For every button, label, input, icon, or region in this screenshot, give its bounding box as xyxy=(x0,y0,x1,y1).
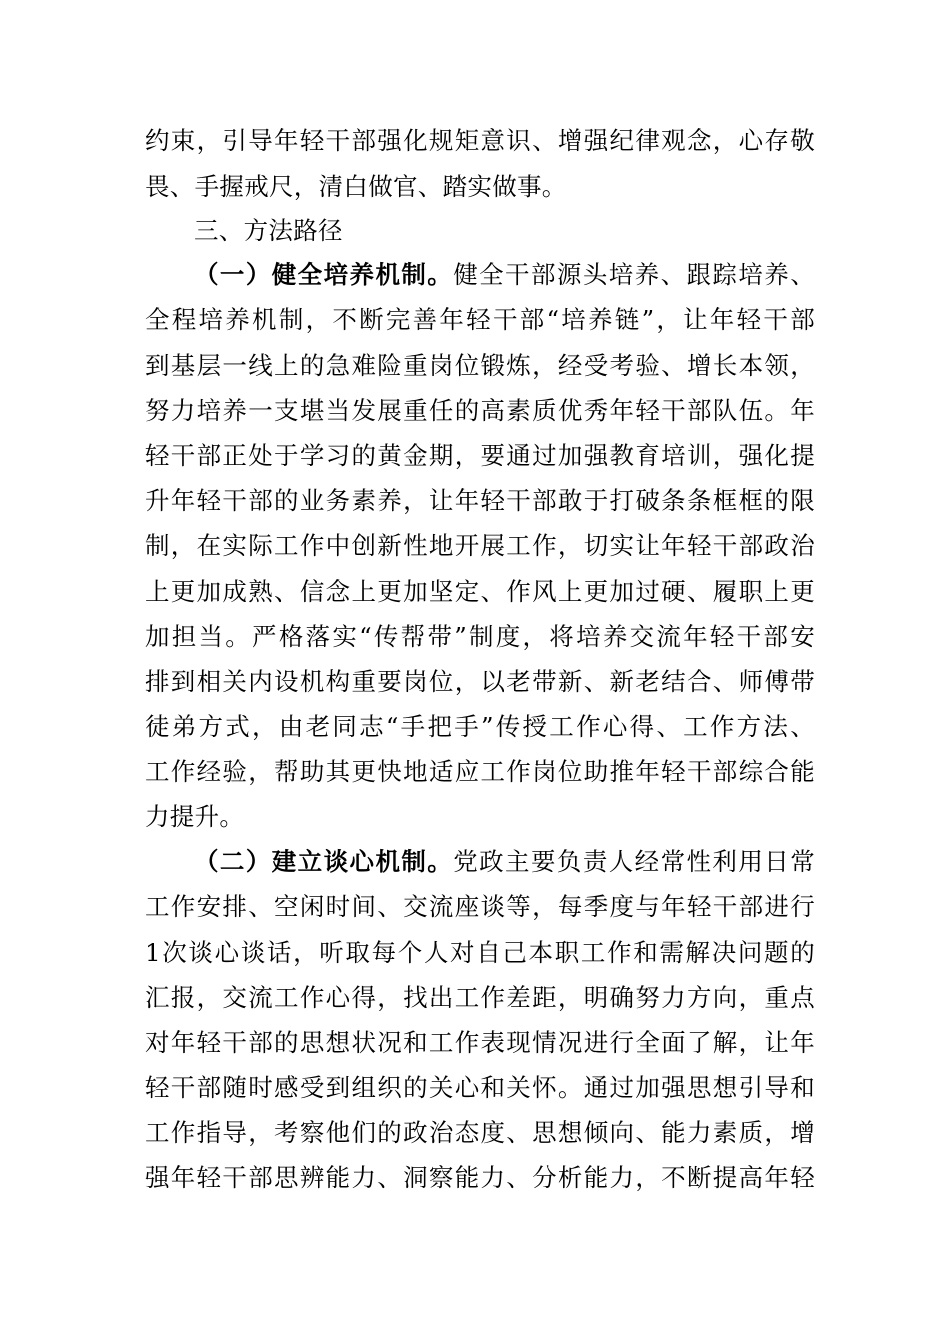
paragraph-2-first-line xyxy=(194,843,815,881)
paragraph-1-line: 加担当。严格落实“传帮带”制度，将培养交流年轻干部安 xyxy=(145,622,815,651)
paragraph-2-lead: （二）建立谈心机制。 xyxy=(194,847,454,876)
paragraph-2-line: 轻干部随时感受到组织的关心和关怀。通过加强思想引导和 xyxy=(145,1073,815,1102)
paragraph-1-line: 到基层一线上的急难险重岗位锻炼，经受考验、增长本领， xyxy=(145,351,815,380)
paragraph-2-line: 1次谈心谈话，听取每个人对自己本职工作和需解决问题的 xyxy=(145,938,815,967)
paragraph-2-line: 汇报，交流工作心得，找出工作差距，明确努力方向，重点 xyxy=(145,983,815,1012)
paragraph-1-line: 努力培养一支堪当发展重任的高素质优秀年轻干部队伍。年 xyxy=(145,396,815,425)
paragraph-1-first-line-text: 健全干部源头培养、跟踪培养、 xyxy=(453,260,815,289)
paragraph-1-line: 升年轻干部的业务素养，让年轻干部敢于打破条条框框的限 xyxy=(145,486,815,515)
paragraph-1-line: 上更加成熟、信念上更加坚定、作风上更加过硬、履职上更 xyxy=(145,577,815,606)
paragraph-1-line: 工作经验，帮助其更快地适应工作岗位助推年轻干部综合能 xyxy=(145,757,815,786)
paragraph-1-line: 制，在实际工作中创新性地开展工作，切实让年轻干部政治 xyxy=(145,531,815,560)
paragraph-2-line: 工作安排、空闲时间、交流座谈等，每季度与年轻干部进行 xyxy=(145,892,815,921)
paragraph-1-first-line xyxy=(194,256,815,294)
intro-line-2: 畏、手握戒尺，清白做官、踏实做事。 xyxy=(145,172,567,201)
paragraph-2-line: 对年轻干部的思想状况和工作表现情况进行全面了解，让年 xyxy=(145,1028,815,1057)
paragraph-1-line: 轻干部正处于学习的黄金期，要通过加强教育培训，强化提 xyxy=(145,441,815,470)
paragraph-1-line: 徒弟方式，由老同志“手把手”传授工作心得、工作方法、 xyxy=(145,712,815,741)
paragraph-1-lead: （一）健全培养机制。 xyxy=(194,260,454,289)
intro-line-1: 约束，引导年轻干部强化规矩意识、增强纪律观念，心存敬 xyxy=(145,126,815,155)
paragraph-2-first-line-text: 党政主要负责人经常性利用日常 xyxy=(453,847,815,876)
paragraph-2-line: 工作指导，考察他们的政治态度、思想倾向、能力素质，增 xyxy=(145,1118,815,1147)
paragraph-1-line: 排到相关内设机构重要岗位，以老带新、新老结合、师傅带 xyxy=(145,667,815,696)
paragraph-2-line: 强年轻干部思辨能力、洞察能力、分析能力，不断提高年轻 xyxy=(145,1163,815,1192)
paragraph-1-line: 全程培养机制，不断完善年轻干部“培养链”，让年轻干部 xyxy=(145,305,815,334)
section-heading: 三、方法路径 xyxy=(194,216,343,245)
paragraph-1-line: 力提升。 xyxy=(145,802,245,831)
